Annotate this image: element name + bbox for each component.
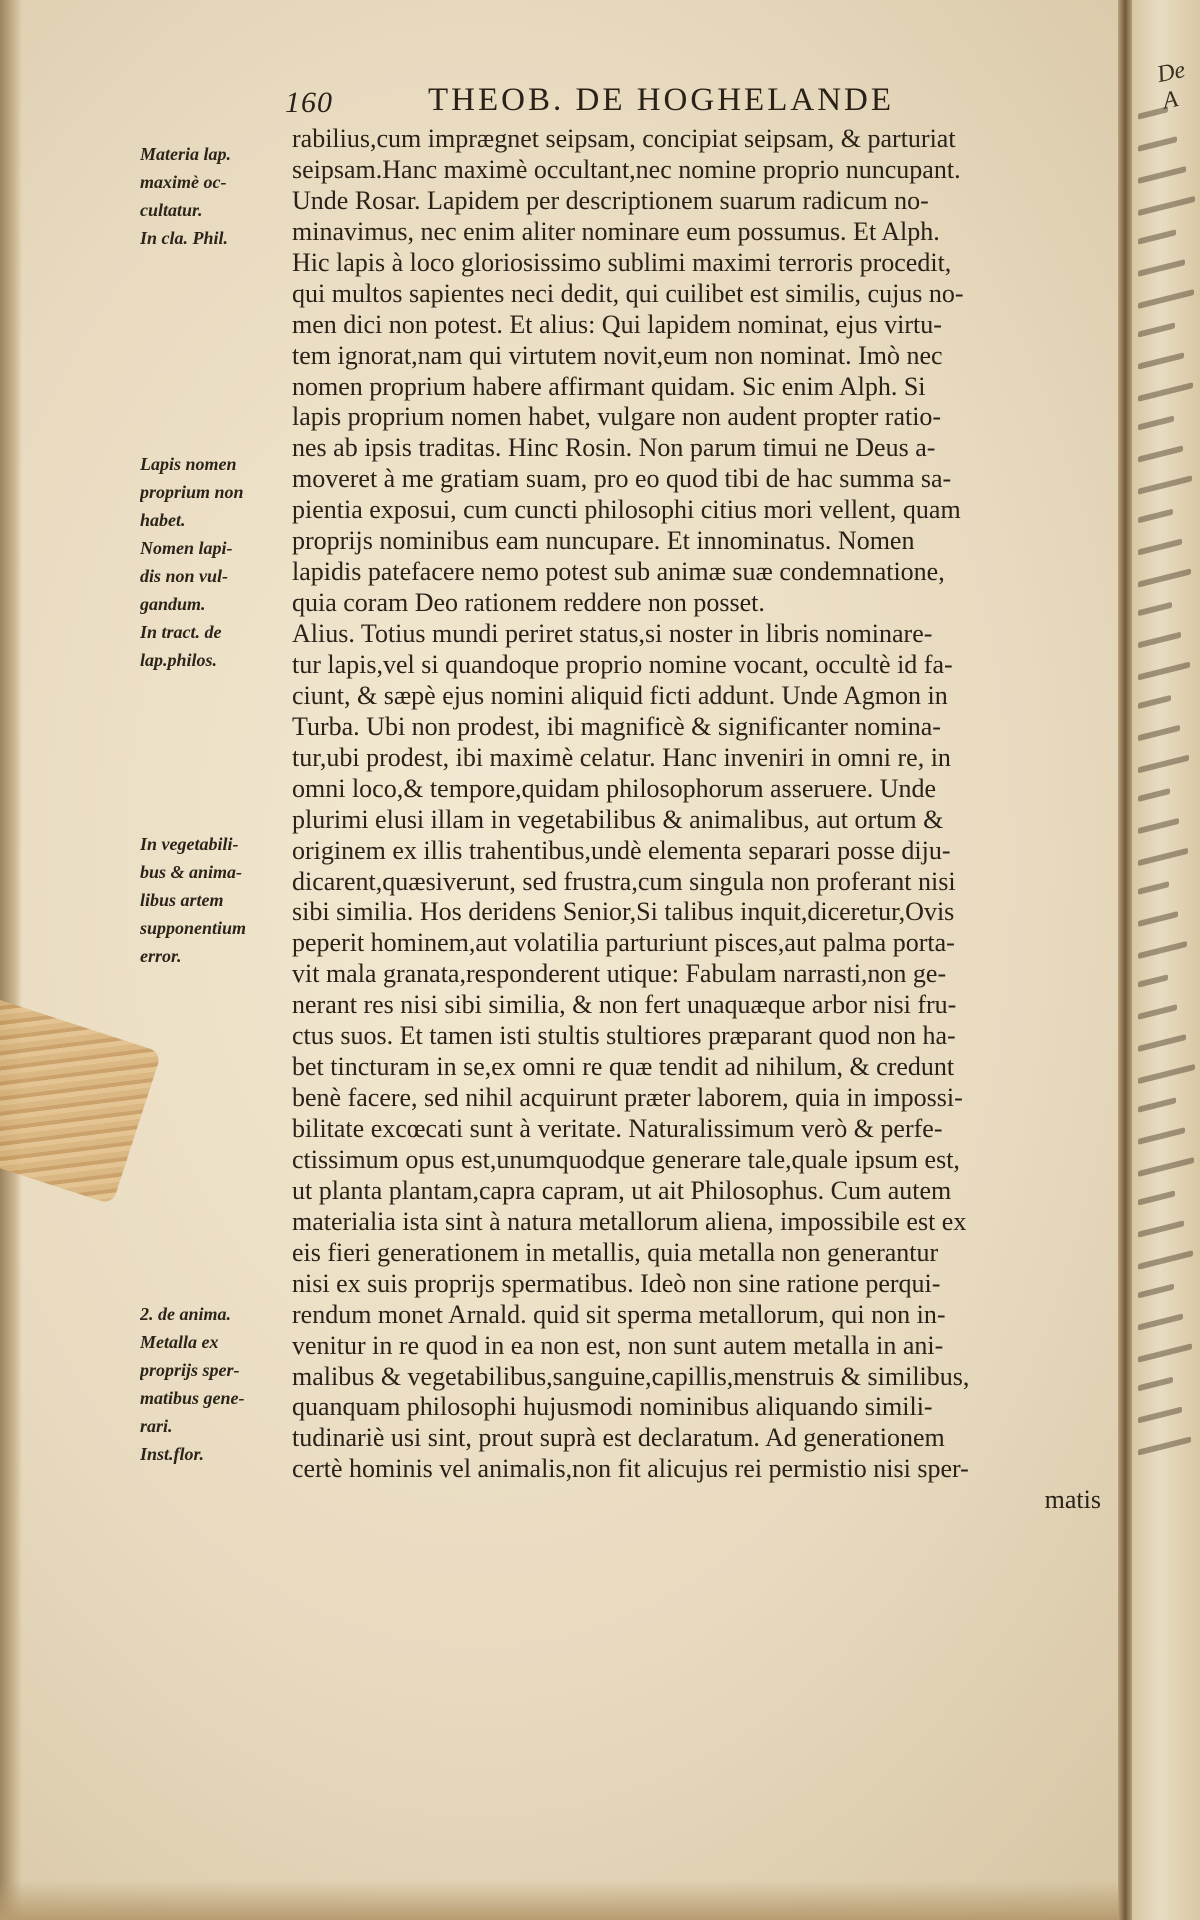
facing-page-text-mark: [1138, 382, 1193, 402]
text-line: moveret à me gratiam suam, pro eo quod tibi de hac summa sa-: [292, 464, 952, 494]
text-line: Unde Rosar. Lapidem per descriptionem suarum radicum no-: [292, 185, 929, 215]
text-line: nisi ex suis proprijs spermatibus. Ideò non sine ratione perqui-: [292, 1268, 941, 1298]
margin-line: dis non vul-: [140, 566, 229, 586]
text-line: tem ignorat,nam qui virtutem novit,eum non nominat. Imò nec: [292, 340, 943, 370]
text-line: peperit hominem,aut volatilia parturiunt pisces,aut palma porta-: [292, 928, 955, 958]
facing-page-text-mark: [1138, 818, 1179, 834]
facing-page-text-mark: [1138, 755, 1189, 774]
facing-page-text-mark: [1138, 881, 1169, 895]
text-line: ctissimum opus est,unumquodque generare tale,quale ipsum est,: [292, 1144, 960, 1174]
margin-line: matibus gene-: [140, 1388, 245, 1408]
facing-page-text-mark: [1138, 1284, 1174, 1299]
margin-line: cultatur.: [140, 200, 203, 220]
facing-page-text-mark: [1138, 632, 1181, 649]
facing-page-text-mark: [1138, 848, 1188, 866]
margin-line: 2. de anima.: [140, 1304, 232, 1324]
text-line: eis fieri generationem in metallis, quia metalla non generantur: [292, 1237, 939, 1267]
facing-page-text-mark: [1138, 695, 1171, 709]
facing-page-text-mark: [1138, 568, 1191, 587]
facing-page-text-mark: [1138, 788, 1170, 802]
text-line: sibi similia. Hos deridens Senior,Si talibus inquit,diceretur,Ovis: [292, 897, 955, 927]
facing-page-text-mark: [1138, 229, 1176, 244]
facing-page-text-mark: [1138, 1190, 1175, 1205]
margin-line: bus & anima-: [140, 862, 243, 882]
facing-page-text-mark: [1138, 725, 1180, 741]
facing-page-text-mark: [1138, 1004, 1177, 1020]
text-line: certè hominis vel animalis,non fit alicujus rei permistio nisi sper-: [292, 1454, 969, 1484]
facing-page-text-mark: [1138, 259, 1185, 277]
facing-page: [1132, 0, 1200, 1920]
facing-page-text-mark: [1138, 539, 1182, 556]
facing-page-text-mark: [1138, 1250, 1193, 1270]
text-line: tur,ubi prodest, ibi maximè celatur. Hanc inveniri in omni re, in: [292, 742, 951, 772]
margin-note-3: [140, 830, 290, 970]
margin-line: maximè oc-: [140, 172, 227, 192]
text-line: seipsam.Hanc maximè occultant,nec nomine proprio nuncupant.: [292, 154, 961, 184]
facing-page-text-mark: [1138, 662, 1190, 681]
facing-page-fragment: De A: [1154, 56, 1188, 115]
facing-page-text-mark: [1138, 166, 1186, 184]
margin-line: habet.: [140, 510, 186, 530]
text-line: quia coram Deo rationem reddere non posset.: [292, 588, 765, 618]
facing-page-text-mark: [1138, 1064, 1195, 1084]
margin-line: Lapis nomen: [140, 454, 237, 474]
catchword: matis: [1044, 1485, 1101, 1515]
text-line: Hic lapis à loco gloriosissimo sublimi maximi terroris procedit,: [292, 247, 952, 277]
facing-page-text-mark: [1138, 352, 1184, 369]
margin-line: In tract. de: [140, 622, 222, 642]
facing-page-text-mark: [1138, 974, 1168, 987]
text-line: ctus suos. Et tamen isti stultis stultiores præparant quod non ha-: [292, 1021, 956, 1051]
facing-page-text-mark: [1138, 445, 1183, 462]
margin-line: In cla. Phil.: [140, 228, 229, 248]
text-line: nomen proprium habere affirmant quidam. Sic enim Alph. Si: [292, 371, 926, 401]
text-line: nerant res nisi sibi similia, & non fert unaquæque arbor nisi fru-: [292, 990, 957, 1020]
text-line: minavimus, nec enim aliter nominare eum possumus. Et Alph.: [292, 216, 940, 246]
margin-line: proprium non: [140, 482, 244, 502]
facing-page-text-mark: [1138, 416, 1174, 431]
facing-page-text-mark: [1138, 136, 1177, 152]
margin-note-1: [140, 140, 290, 252]
text-line: pientia exposui, cum cuncti philosophi citius mori vellent, quam: [292, 495, 961, 525]
text-line: materialia ista sint à natura metallorum aliena, impossibile est ex: [292, 1206, 967, 1236]
margin-line: Metalla ex: [140, 1332, 219, 1352]
facing-page-text-mark: [1138, 322, 1175, 337]
text-line: rendum monet Arnald. quid sit sperma metallorum, qui non in-: [292, 1299, 946, 1329]
text-line: quanquam philosophi hujusmodi nominibus aliquando simili-: [292, 1392, 933, 1422]
text-line: tur lapis,vel si quandoque proprio nomine vocant, occultè id fa-: [292, 649, 953, 679]
text-line: lapis proprium nomen habet, vulgare non audent propter ratio-: [292, 402, 942, 432]
margin-line: proprijs sper-: [140, 1360, 240, 1380]
text-line: bilitate excœcati sunt à veritate. Naturalissimum verò & perfe-: [292, 1114, 943, 1143]
facing-page-text-mark: [1138, 1127, 1185, 1145]
facing-page-text-mark: [1138, 1313, 1183, 1330]
text-line: tudinariè usi sint, prout suprà est declaratum. Ad generationem: [292, 1423, 945, 1453]
margin-line: libus artem: [140, 890, 224, 910]
text-line: bet tincturam in se,ex omni re quæ tendit ad nihilum, & credunt: [292, 1052, 955, 1082]
margin-line: lap.philos.: [140, 650, 218, 670]
margin-line: supponentium: [140, 918, 247, 938]
facing-page-text-mark: [1138, 1407, 1182, 1424]
facing-page-text-mark: [1138, 941, 1187, 959]
text-line: Turba. Ubi non prodest, ibi magnificè & significanter nomina-: [292, 711, 941, 741]
text-line: venitur in re quod in ea non est, non sunt autem metalla in ani-: [292, 1330, 944, 1360]
running-head: THEOB. DE HOGHELANDE: [428, 82, 895, 118]
facing-page-text-mark: [1138, 1157, 1194, 1177]
text-line: originem ex illis trahentibus,undè elementa separari posse diju-: [292, 835, 951, 865]
margin-line: error.: [140, 946, 182, 966]
margin-line: gandum.: [140, 594, 206, 614]
text-line: nes ab ipsis traditas. Hinc Rosin. Non parum timui ne Deus a-: [292, 433, 936, 463]
margin-line: In vegetabili-: [140, 834, 239, 854]
facing-page-text-mark: [1138, 475, 1192, 494]
text-line: rabilius,cum imprægnet seipsam, concipiat seipsam, & parturiat: [292, 124, 956, 153]
page-number: 160: [285, 86, 333, 119]
facing-page-text-mark: [1138, 1034, 1186, 1052]
facing-page-text-mark: [1138, 1220, 1184, 1237]
facing-page-text-mark: [1138, 196, 1195, 216]
text-line: omni loco,& tempore,quidam philosophorum asseruere. Unde: [292, 773, 937, 803]
text-line: malibus & vegetabilibus,sanguine,capillis,menstruis & similibus,: [292, 1361, 970, 1391]
text-line: qui multos sapientes neci dedit, qui cuilibet est similis, cujus no-: [292, 278, 964, 308]
facing-page-text-mark: [1138, 289, 1194, 309]
margin-note-4: [140, 1300, 290, 1468]
text-line: men dici non potest. Et alius: Qui lapidem nominat, ejus virtu-: [292, 309, 942, 339]
facing-page-text-mark: [1138, 911, 1178, 927]
text-line: vit mala granata,responderent utique: Fabulam narrasti,non ge-: [292, 959, 947, 989]
text-line: lapidis patefacere nemo potest sub animæ suæ condemnatione,: [292, 557, 945, 587]
text-line: proprijs nominibus eam nuncupare. Et innominatus. Nomen: [292, 526, 915, 556]
text-line: plurimi elusi illam in vegetabilibus & animalibus, aut ortum &: [292, 804, 944, 834]
body-text: [292, 124, 1107, 1516]
book-gutter: [1118, 0, 1132, 1920]
margin-line: Inst.flor.: [140, 1444, 205, 1464]
margin-note-2: [140, 450, 290, 674]
text-line: ciunt, & sæpè ejus nomini aliquid ficti addunt. Unde Agmon in: [292, 680, 948, 710]
facing-page-text-mark: [1138, 602, 1172, 616]
text-line: ut planta plantam,capra capram, ut ait Philosophus. Cum autem: [292, 1175, 952, 1205]
facing-page-text-mark: [1138, 106, 1168, 119]
text-line: dicarent,quæsiverunt, sed frustra,cum singula non proferant nisi: [292, 866, 956, 896]
text-line: Alius. Totius mundi periret status,si noster in libris nominare-: [292, 619, 933, 648]
facing-page-text-mark: [1138, 1377, 1173, 1392]
text-line: benè facere, sed nihil acquirunt præter laborem, quia in impossi-: [292, 1083, 963, 1113]
margin-line: Materia lap.: [140, 144, 232, 164]
page-bottom-edge: [0, 1880, 1200, 1920]
facing-page-text-mark: [1138, 1436, 1191, 1455]
margin-line: Nomen lapi-: [140, 538, 233, 558]
facing-page-text-mark: [1138, 509, 1173, 524]
margin-line: rari.: [140, 1416, 173, 1436]
page-left-edge: [0, 0, 22, 1920]
facing-page-text-mark: [1138, 1097, 1176, 1112]
facing-page-text-mark: [1138, 1343, 1192, 1362]
